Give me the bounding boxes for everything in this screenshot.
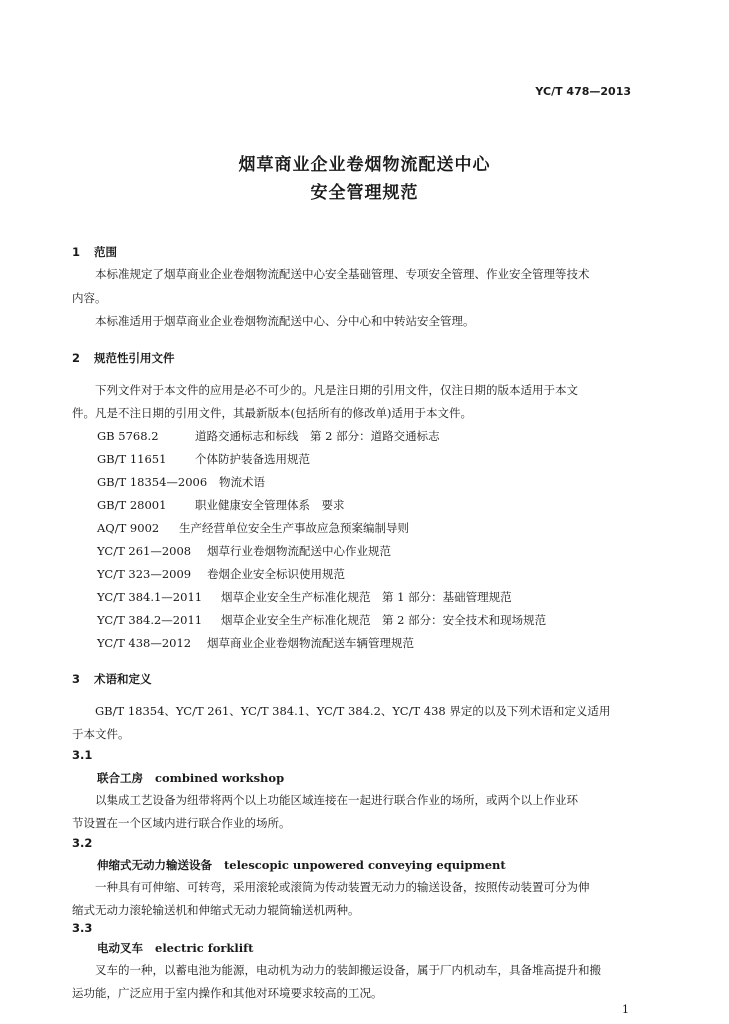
reference-code: YC/T 384.1—2011 [97, 590, 203, 604]
term-chinese: 联合工房 [97, 771, 143, 785]
section-title: 规范性引用文件 [94, 351, 175, 365]
term-definition-cont: 运功能，广泛应用于室内操作和其他对环境要求较高的工况。 [72, 986, 383, 1000]
section-1-paragraph-2: 本标准适用于烟草商业企业卷烟物流配送中心、分中心和中转站安全管理。 [95, 314, 475, 328]
section-2-paragraph-cont: 件。凡是不注日期的引用文件，其最新版本(包括所有的修改单)适用于本文件。 [72, 406, 472, 420]
section-1-paragraph: 本标准规定了烟草商业企业卷烟物流配送中心安全基础管理、专项安全管理、作业安全管理等技术 [95, 267, 590, 281]
reference-code: YC/T 438—2012 [97, 636, 192, 650]
reference-code: YC/T 384.2—2011 [97, 613, 203, 627]
term-definition-cont: 节设置在一个区域内进行联合作业的场所。 [72, 816, 291, 830]
reference-item [97, 543, 391, 559]
section-number: 1 [72, 245, 81, 259]
section-3-heading [72, 671, 152, 687]
page-number: 1 [622, 1003, 629, 1016]
section-number: 3 [72, 672, 81, 686]
term-english: telescopic unpowered conveying equipment [224, 858, 506, 872]
reference-code: YC/T 261—2008 [97, 544, 192, 558]
reference-item [97, 635, 414, 651]
standard-code: YC/T 478—2013 [535, 85, 631, 98]
term-definition: 叉车的一种，以蓄电池为能源，电动机为动力的装卸搬运设备，属于厂内机动车，具备堆高提升和搬 [95, 963, 601, 977]
reference-item [97, 497, 345, 513]
reference-title: 物流术语 [219, 475, 265, 489]
term-heading [97, 857, 506, 873]
reference-title: 个体防护装备选用规范 [195, 452, 310, 466]
reference-title: 烟草企业安全生产标准化规范 第 1 部分：基础管理规范 [221, 590, 512, 604]
term-heading [97, 940, 253, 956]
reference-item [97, 566, 345, 582]
term-heading [97, 770, 284, 786]
reference-item [97, 612, 546, 628]
section-2-heading [72, 350, 175, 366]
section-title: 范围 [94, 245, 118, 259]
reference-title: 道路交通标志和标线 第 2 部分：道路交通标志 [195, 429, 440, 443]
reference-item [97, 474, 265, 490]
reference-code: GB/T 11651 [97, 452, 167, 466]
term-english: combined workshop [155, 771, 285, 785]
term-number: 3.2 [72, 836, 93, 850]
reference-title: 烟草企业安全生产标准化规范 第 2 部分：安全技术和现场规范 [221, 613, 547, 627]
document-title-line1: 烟草商业企业卷烟物流配送中心 [238, 155, 491, 175]
reference-title: 烟草商业企业卷烟物流配送车辆管理规范 [207, 636, 414, 650]
term-chinese: 电动叉车 [97, 941, 143, 955]
term-definition: 以集成工艺设备为纽带将两个以上功能区域连接在一起进行联合作业的场所，或两个以上作业环 [95, 793, 578, 807]
section-3-paragraph-cont: 于本文件。 [72, 727, 130, 741]
section-number: 2 [72, 351, 81, 365]
reference-title: 烟草行业卷烟物流配送中心作业规范 [207, 544, 391, 558]
term-number: 3.1 [72, 748, 93, 762]
section-3-paragraph: GB/T 18354、YC/T 261、YC/T 384.1、YC/T 384.2、YC/T 438 界定的以及下列术语和定义适用 [95, 704, 611, 718]
reference-item [97, 428, 440, 444]
term-definition-cont: 缩式无动力滚轮输送机和伸缩式无动力辊筒输送机两种。 [72, 903, 360, 917]
section-title: 术语和定义 [94, 672, 152, 686]
reference-code: GB/T 28001 [97, 498, 167, 512]
section-2-paragraph: 下列文件对于本文件的应用是必不可少的。凡是注日期的引用文件，仅注日期的版本适用于本文 [95, 383, 578, 397]
document-title-line2: 安全管理规范 [310, 183, 419, 203]
reference-code: GB 5768.2 [97, 429, 159, 443]
term-number: 3.3 [72, 921, 93, 935]
reference-code: GB/T 18354—2006 [97, 475, 208, 489]
reference-item [97, 451, 310, 467]
reference-code: AQ/T 9002 [97, 521, 160, 535]
reference-title: 卷烟企业安全标识使用规范 [207, 567, 345, 581]
reference-item [97, 589, 512, 605]
reference-item [97, 520, 409, 536]
section-1-heading [72, 244, 117, 260]
reference-code: YC/T 323—2009 [97, 567, 192, 581]
reference-title: 生产经营单位安全生产事故应急预案编制导则 [179, 521, 409, 535]
term-chinese: 伸缩式无动力输送设备 [97, 858, 212, 872]
reference-title: 职业健康安全管理体系 要求 [195, 498, 345, 512]
term-english: electric forklift [155, 941, 254, 955]
section-1-paragraph-cont: 内容。 [72, 291, 107, 305]
term-definition: 一种具有可伸缩、可转弯，采用滚轮或滚筒为传动装置无动力的输送设备，按照传动装置可分为伸 [95, 880, 590, 894]
